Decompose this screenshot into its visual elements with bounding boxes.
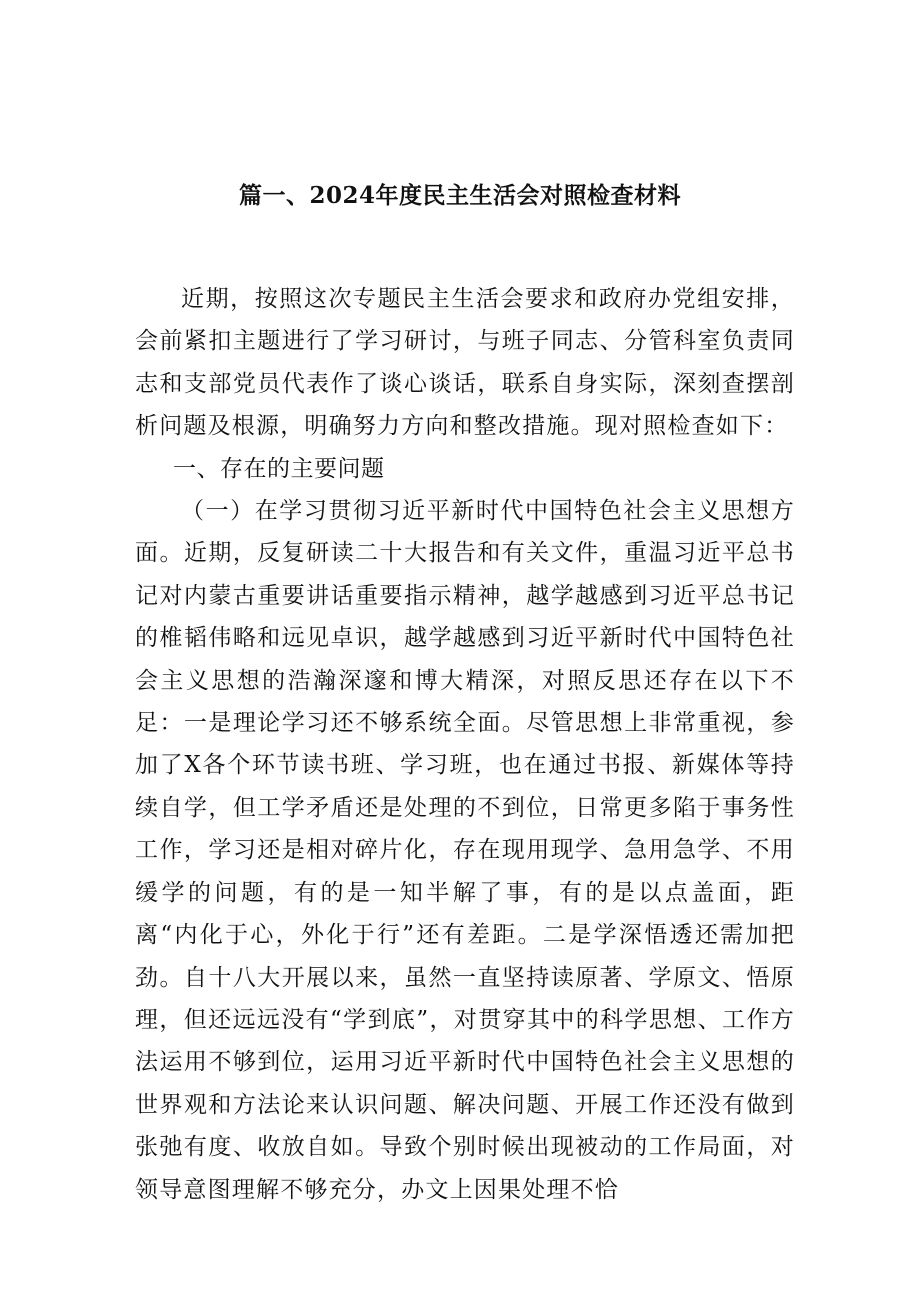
document-body	[135, 278, 795, 1211]
section-heading-problems: 一、存在的主要问题	[173, 455, 385, 482]
intro-paragraph: 近期，按照这次专题民主生活会要求和政府办党组安排，会前紧扣主题进行了学习研讨，与班子同志、分管科室负责同志和支部党员代表作了谈心谈话，联系自身实际，深刻查摆剖析问题及根源，明确努力方向和整改措施。现对照检查如下：	[135, 286, 795, 440]
document-title: 篇一、2024年度民主生活会对照检查材料	[238, 182, 681, 209]
section-paragraph-theory-study: （一）在学习贯彻习近平新时代中国特色社会主义思想方面。近期，反复研读二十大报告和有关文件，重温习近平总书记对内蒙古重要讲话重要指示精神，越学越感到习近平总书记的椎韬伟略和远见卓识，越学越感到习近平新时代中国特色社会主义思想的浩瀚深邃和博大精深，对照反思还存在以下不足：一是理论学习还不够系统全面。尽管思想上非常重视，参加了X各个环节读书班、学习班，也在通过书报、新媒体等持续自学，但工学矛盾还是处理的不到位，日常更多陷于事务性工作，学习还是相对碎片化，存在现用现学、急用急学、不用缓学的问题，有的是一知半解了事，有的是以点盖面，距离“内化于心，外化于行”还有差距。二是学深悟透还需加把劲。自十八大开展以来，虽然一直坚持读原著、学原文、悟原理，但还远远没有“学到底”，对贯穿其中的科学思想、工作方法运用不够到位，运用习近平新时代中国特色社会主义思想的世界观和方法论来认识问题、解决问题、开展工作还没有做到张弛有度、收放自如。导致个别时候出现被动的工作局面，对领导意图理解不够充分，办文上因果处理不恰	[135, 498, 795, 1203]
